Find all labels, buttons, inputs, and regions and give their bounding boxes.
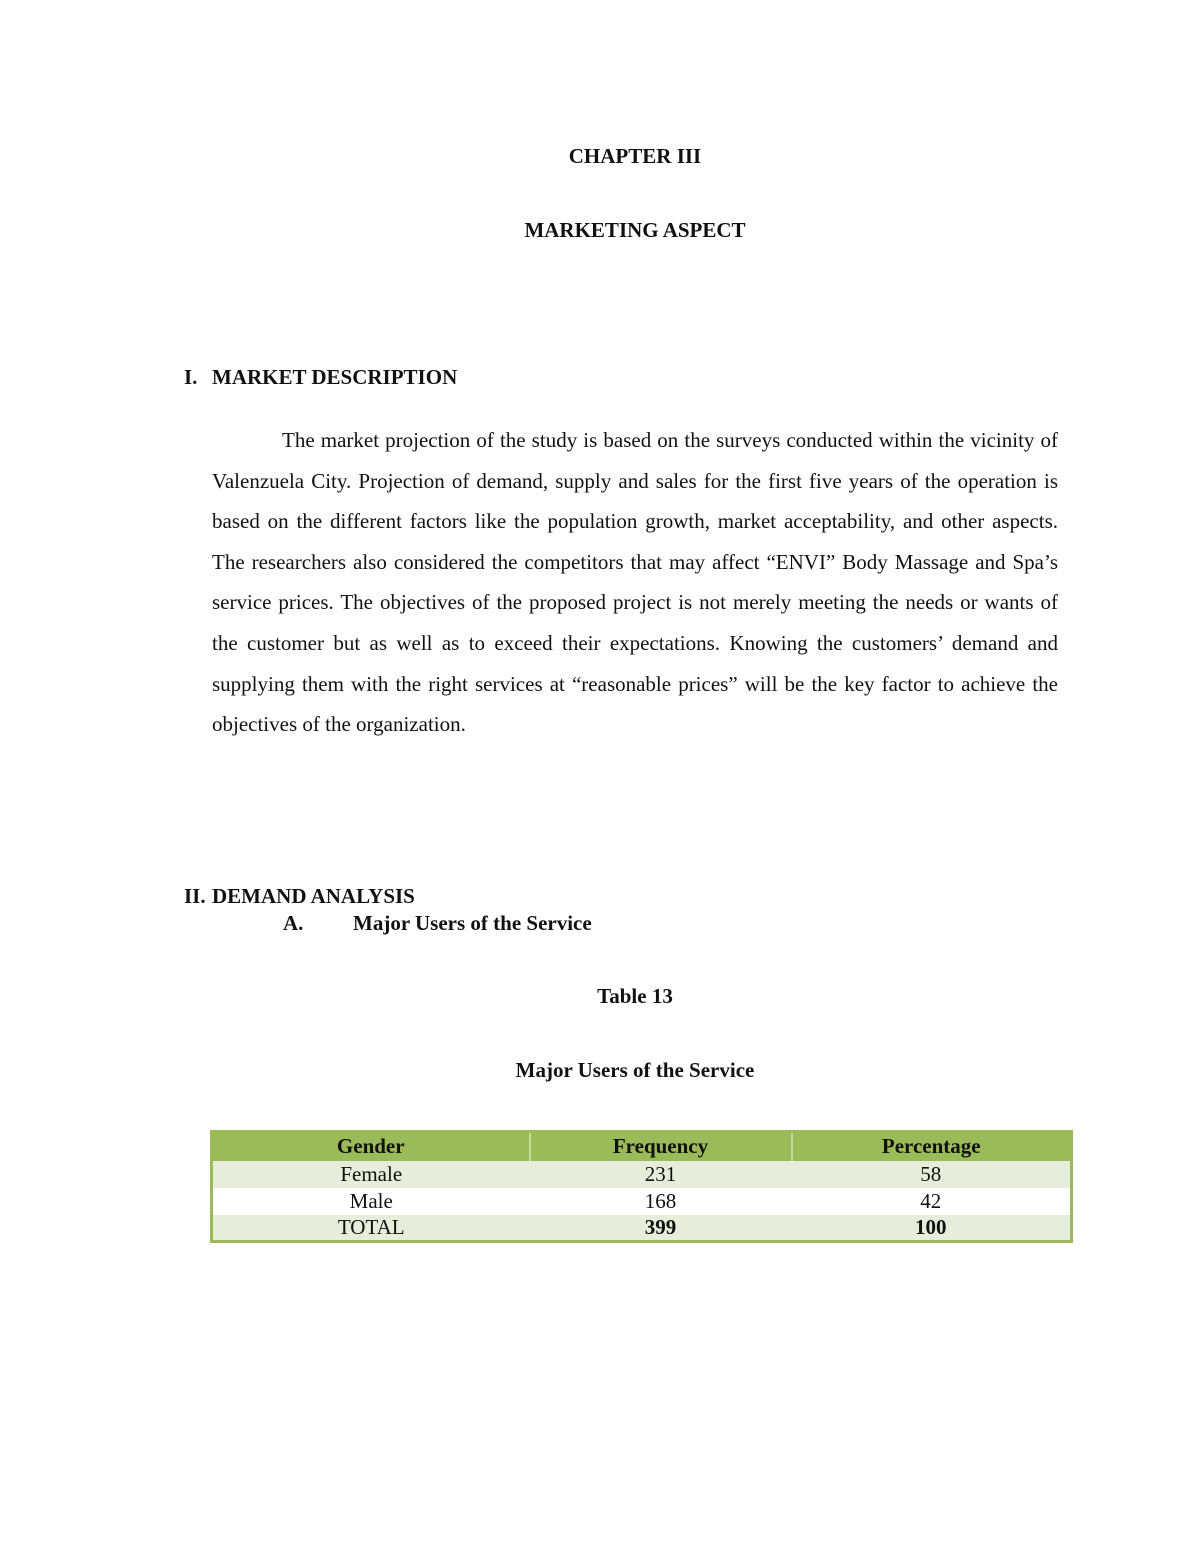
section-1-number: I. [184,365,198,389]
market-description-paragraph: The market projection of the study is based on the surveys conducted within the vicinity of Valenzuela City. Projection of demand, supply and sales for the first five years of the operation is based on the different factors like the population growth, market acceptability, and other aspects. The researchers also considered the competitors that may affect “ENVI” Body Massage and Spa’s service prices. The objectives of the proposed project is not merely meeting the needs or wants of the customer but as well as to exceed their expectations. Knowing the customers’ demand and supplying them with the right services at “reasonable prices” will be the key factor to achieve the objectives of the organization. [212,428,1058,737]
cell-gender: Male [349,1188,393,1213]
cell-percentage-total: 100 [915,1214,947,1239]
section-2-title: DEMAND ANALYSIS [212,884,415,908]
cell-frequency: 168 [644,1188,677,1213]
section-2-number: II. [184,884,206,908]
table-row-total [212,1215,1072,1242]
table-row [212,1161,1072,1188]
table-row [212,1188,1072,1215]
cell-frequency: 231 [644,1161,677,1186]
cell-percentage: 58 [920,1161,942,1186]
table-caption: Major Users of the Service [515,1058,755,1082]
cell-percentage: 42 [920,1188,942,1213]
subsection-a-title: Major Users of the Service [353,911,592,935]
header-gender: Gender [336,1134,405,1159]
table-label: Table 13 [597,984,673,1008]
section-1-title: MARKET DESCRIPTION [212,365,458,389]
header-percentage: Percentage [792,1132,1072,1161]
cell-gender: Female [340,1161,403,1186]
chapter-heading: CHAPTER III [568,144,702,168]
major-users-table [210,1130,1073,1243]
subsection-a-letter: A. [283,911,304,935]
cell-frequency-total: 399 [644,1214,677,1239]
cell-gender: TOTAL [337,1214,405,1239]
aspect-heading: MARKETING ASPECT [524,218,746,242]
header-frequency: Frequency [530,1132,792,1161]
table-header-row [212,1132,1072,1161]
